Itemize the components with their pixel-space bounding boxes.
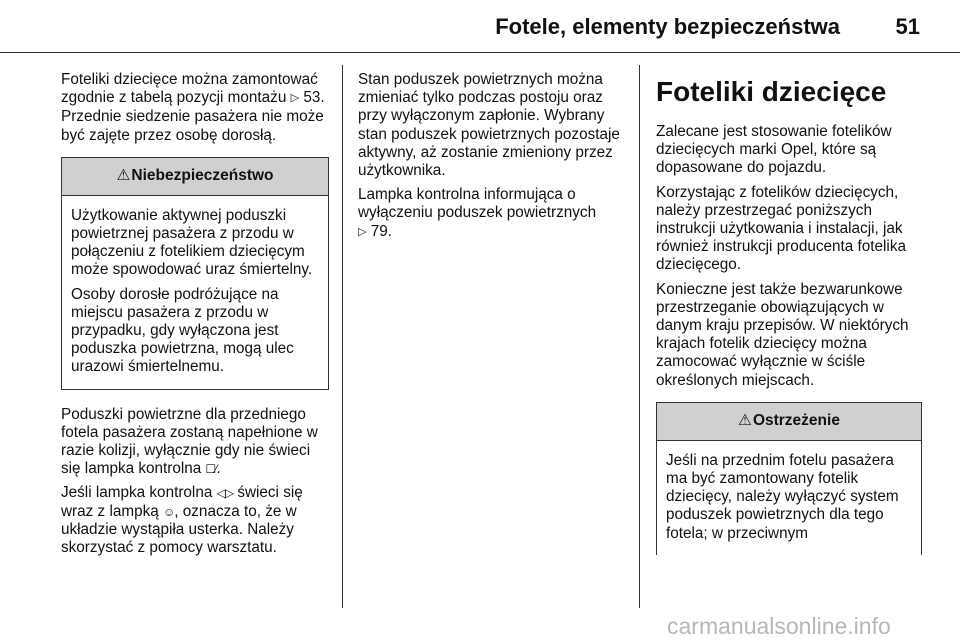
warning-box-title: Ostrzeżenie (752, 412, 840, 430)
danger-box-title: Niebezpieczeństwo (131, 167, 274, 185)
column-1 (61, 71, 329, 563)
airbag-off-indicator-icon: ☐⁄ (205, 462, 217, 477)
danger-box-paragraph: Użytkowanie aktywnej poduszki powietrznej pasażera z przodu w połączeniu z fotelikiem dziecięcym może spowodować uraz śmiertelny. (71, 206, 313, 279)
warning-box-header (657, 403, 921, 441)
warning-triangle-icon: ⚠ (738, 412, 752, 430)
danger-box-body (62, 196, 328, 389)
airbag-state-paragraph: Stan poduszek powietrznych można zmieniać tylko podczas postoju oraz przy wyłączonym zapłonie. Wybrany stan poduszek powietrznych pozostaje aktywny, aż zostanie zmieniony przez użytkownika. (358, 71, 620, 180)
warning-triangle-icon: ⚠ (116, 167, 131, 185)
page-title: Fotele, elementy bezpieczeństwa (495, 14, 840, 39)
header-divider (0, 52, 960, 53)
column-2 (358, 71, 623, 248)
airbag-on-indicator-icon: ◁▷ (216, 486, 234, 501)
column-3 (656, 71, 922, 571)
column-divider-2 (639, 65, 640, 608)
column-divider-1 (342, 65, 343, 608)
warning-box-body (657, 441, 921, 555)
warning-box (656, 402, 922, 555)
danger-box-paragraph: Osoby dorosłe podróżujące na miejscu pasażera z przodu w przypadku, gdy wyłączona jest poduszka powietrzna, mogą ulec urazowi śmiertelnemu. (71, 285, 294, 376)
reference-arrow-icon: ▷ (358, 225, 367, 238)
body-paragraph: Korzystając z fotelików dziecięcych, należy przestrzegać poniższych instrukcji użytkowania i instalacji, jak również instrukcji producenta fotelika dziecięcego. (656, 183, 906, 274)
section-heading: Foteliki dziecięce (656, 76, 887, 107)
watermark: carmanualsonline.info (667, 613, 891, 639)
warning-box-paragraph: Jeśli na przednim fotelu pasażera ma być zamontowany fotelik dziecięcy, należy wyłączyć system poduszek powietrznych dla tego fotela; w przeciwnym (666, 451, 899, 542)
danger-box (61, 157, 329, 390)
page-number: 51 (895, 14, 920, 39)
intro-paragraph: Foteliki dziecięce można zamontować zgodnie z tabelą pozycji montażu ▷ 53. Przednie siedzenie pasażera nie może być zajęte przez osobę dorosłą. (61, 71, 325, 144)
body-paragraph: Konieczne jest także bezwarunkowe przestrzeganie obowiązujących w danym kraju przepisów. W niektórych krajach fotelik dziecięcy można zamocować wyłącznie w ściśle określonych miejscach. (656, 280, 909, 389)
airbag-paragraph: Poduszki powietrzne dla przedniego fotela pasażera zostaną napełnione w razie kolizji, wyłącznie gdy nie świeci się lampka kontrolna ☐⁄. (61, 405, 318, 478)
airbag-fault-paragraph: Jeśli lampka kontrolna ◁▷ świeci się wraz z lampką ☺, oznacza to, że w układzie wystąpiła usterka. Należy skorzystać z pomocy warsztatu. (61, 484, 303, 557)
danger-box-header (62, 158, 328, 196)
airbag-fault-indicator-icon: ☺ (163, 504, 175, 519)
indicator-paragraph: Lampka kontrolna informująca o wyłączeniu poduszek powietrznych ▷ 79. (358, 186, 597, 240)
body-paragraph: Zalecane jest stosowanie fotelików dziecięcych marki Opel, które są dopasowane do pojazdu. (656, 123, 892, 177)
reference-arrow-icon: ▷ (290, 92, 300, 105)
